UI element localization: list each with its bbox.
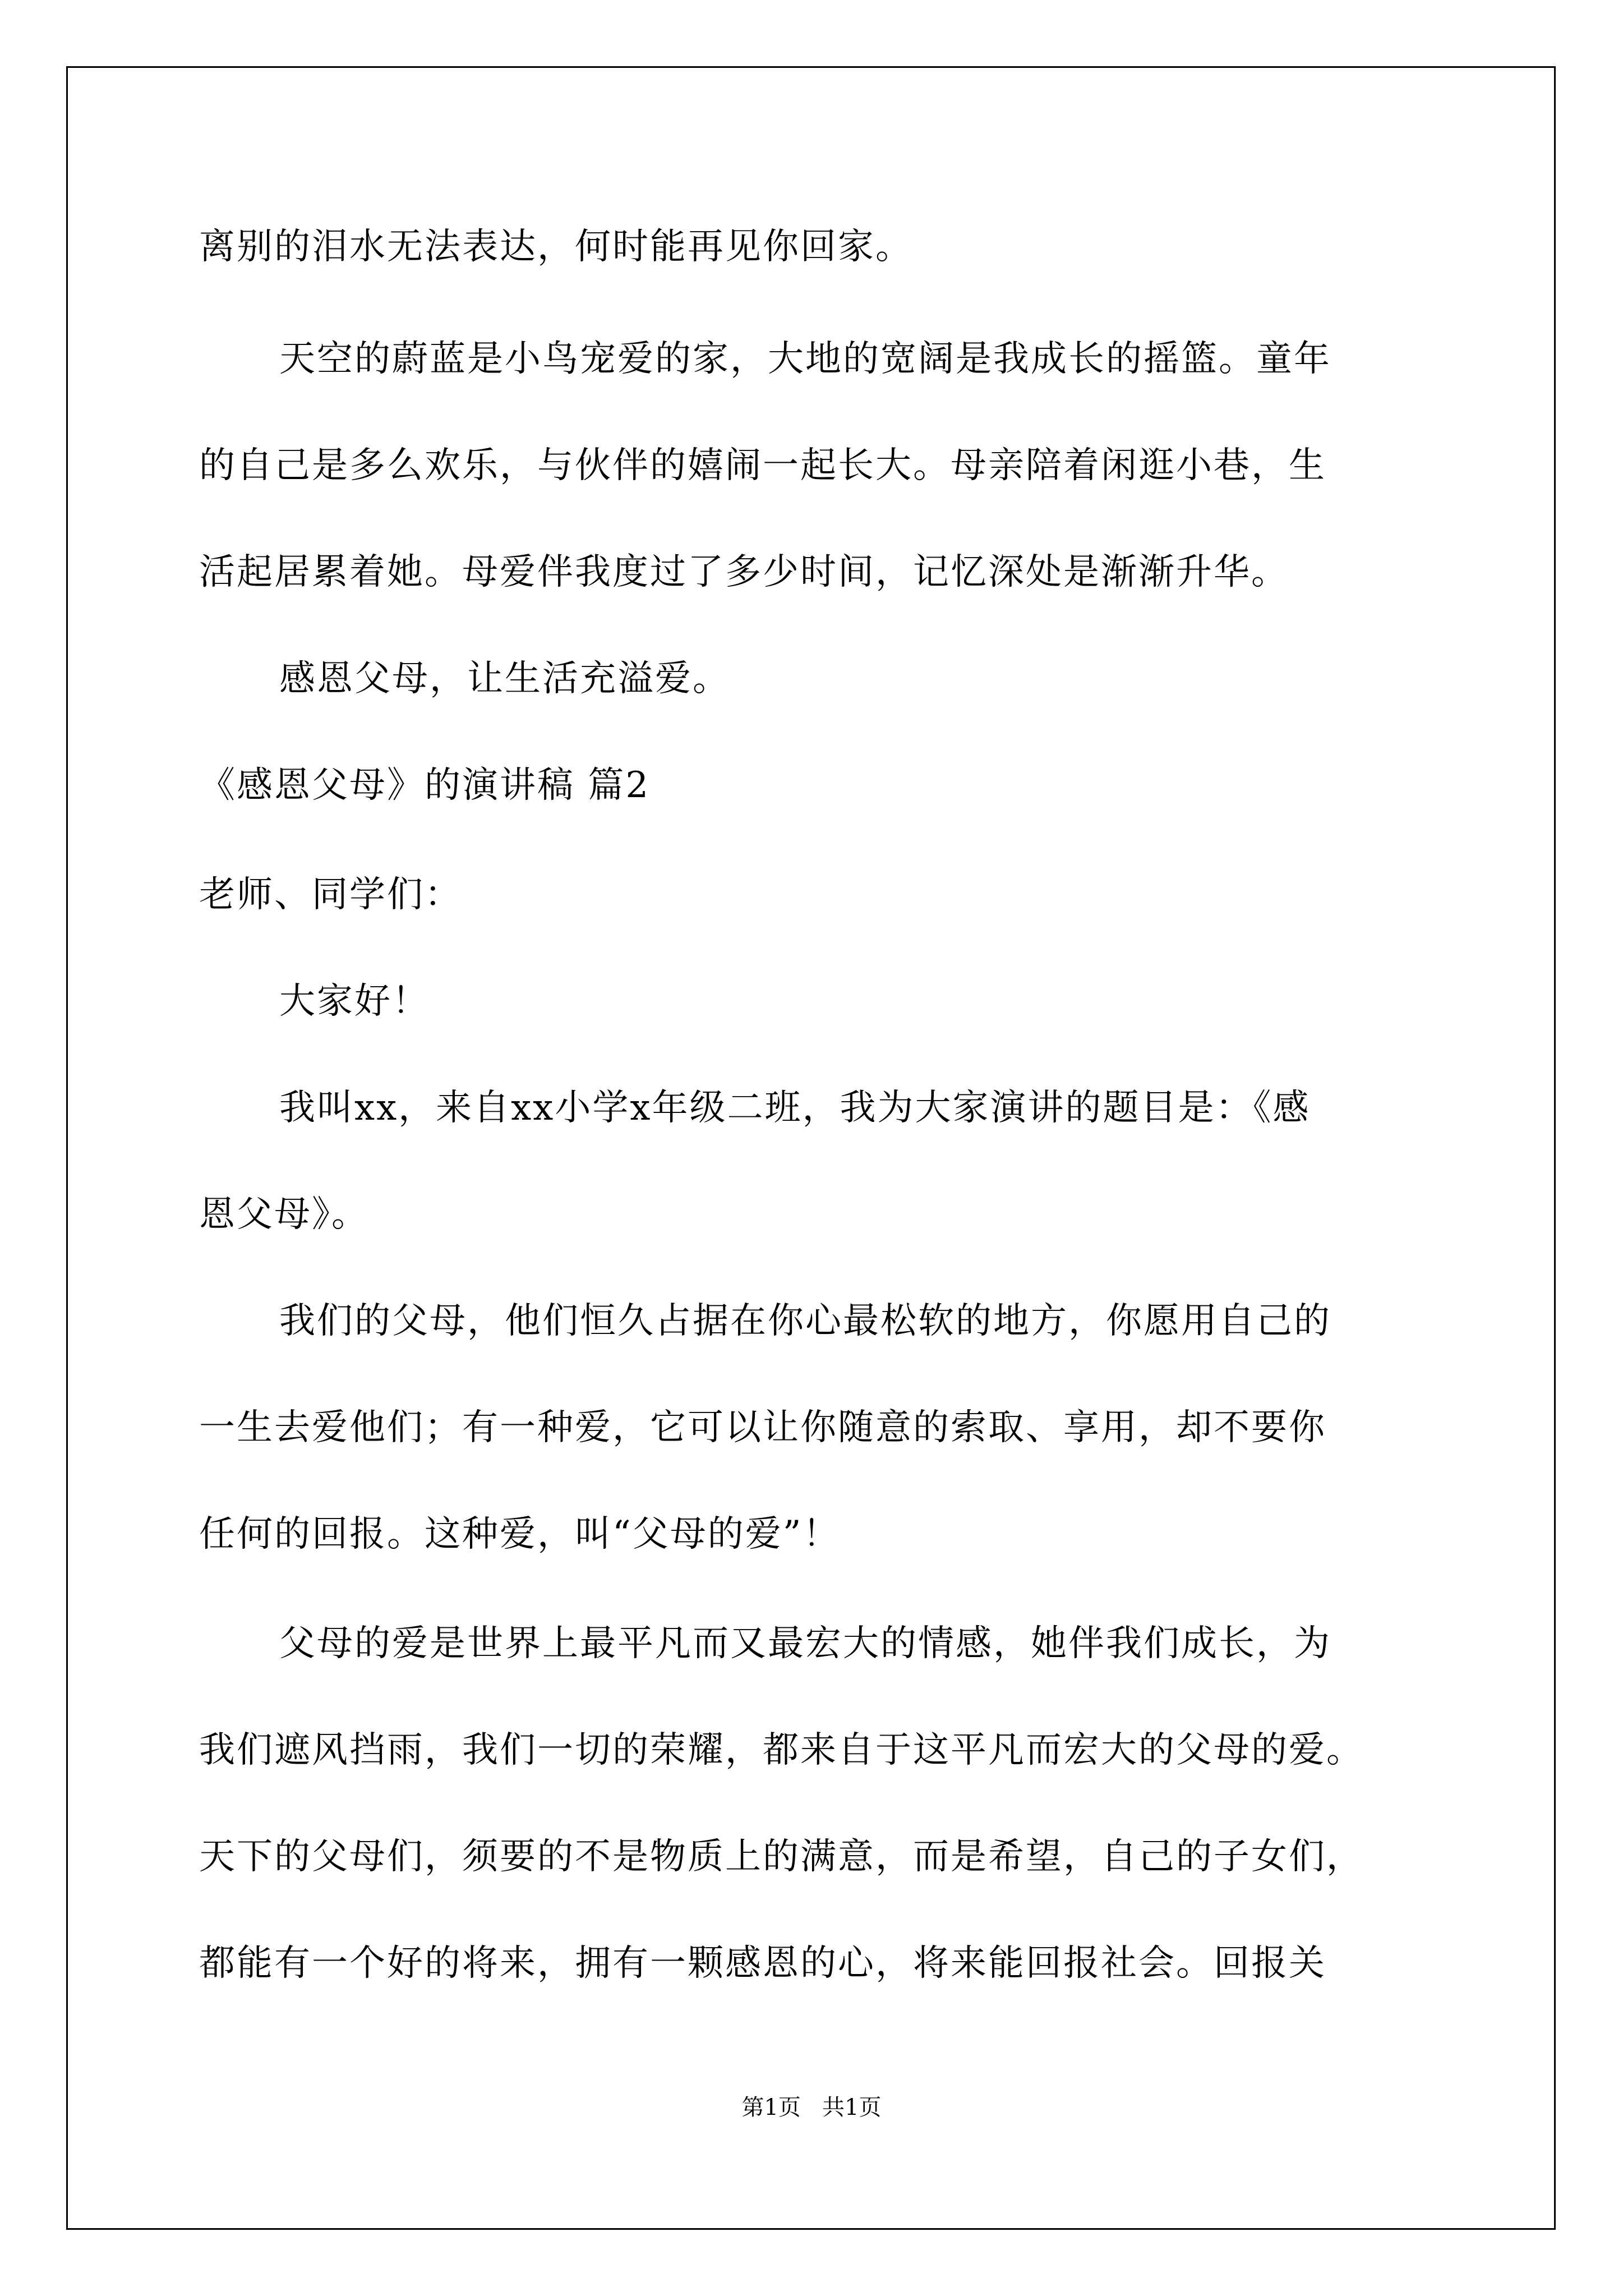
section-heading: 《感恩父母》的演讲稿 篇2 <box>199 765 651 806</box>
greeting: 大家好！ <box>279 981 430 1022</box>
salutation: 老师、同学们： <box>199 874 462 915</box>
text-line: 感恩父母，让生活充溢爱。 <box>279 658 730 700</box>
page-border <box>66 66 1556 2230</box>
text-line: 恩父母》。 <box>199 1194 369 1235</box>
text-line: 父母的爱是世界上最平凡而又最宏大的情感，她伴我们成长，为 <box>279 1623 1331 1664</box>
text-line: 我们遮风挡雨，我们一切的荣耀，都来自于这平凡而宏大的父母的爱。 <box>199 1729 1364 1771</box>
text-line: 我们的父母，他们恒久占据在你心最松软的地方，你愿用自己的 <box>279 1300 1331 1342</box>
text-line: 的自己是多么欢乐，与伙伴的嬉闹一起长大。母亲陪着闲逛小巷，生 <box>199 445 1326 486</box>
text-line: 任何的回报。这种爱，叫“父母的爱”！ <box>199 1513 841 1555</box>
text-line: 我叫xx，来自xx小学x年级二班，我为大家演讲的题目是：《感 <box>279 1087 1311 1129</box>
text-line: 天空的蔚蓝是小鸟宠爱的家，大地的宽阔是我成长的摇篮。童年 <box>279 338 1331 380</box>
text-line: 一生去爱他们；有一种爱，它可以让你随意的索取、享用，却不要你 <box>199 1407 1326 1448</box>
text-line: 活起居累着她。母爱伴我度过了多少时间，记忆深处是渐渐升华。 <box>199 551 1289 593</box>
page-footer: 第1页 共1页 <box>741 2095 882 2120</box>
text-line: 都能有一个好的将来，拥有一颗感恩的心，将来能回报社会。回报关 <box>199 1943 1326 1984</box>
text-line: 离别的泪水无法表达，何时能再见你回家。 <box>199 226 913 268</box>
text-line: 天下的父母们，须要的不是物质上的满意，而是希望，自己的子女们， <box>199 1836 1364 1878</box>
